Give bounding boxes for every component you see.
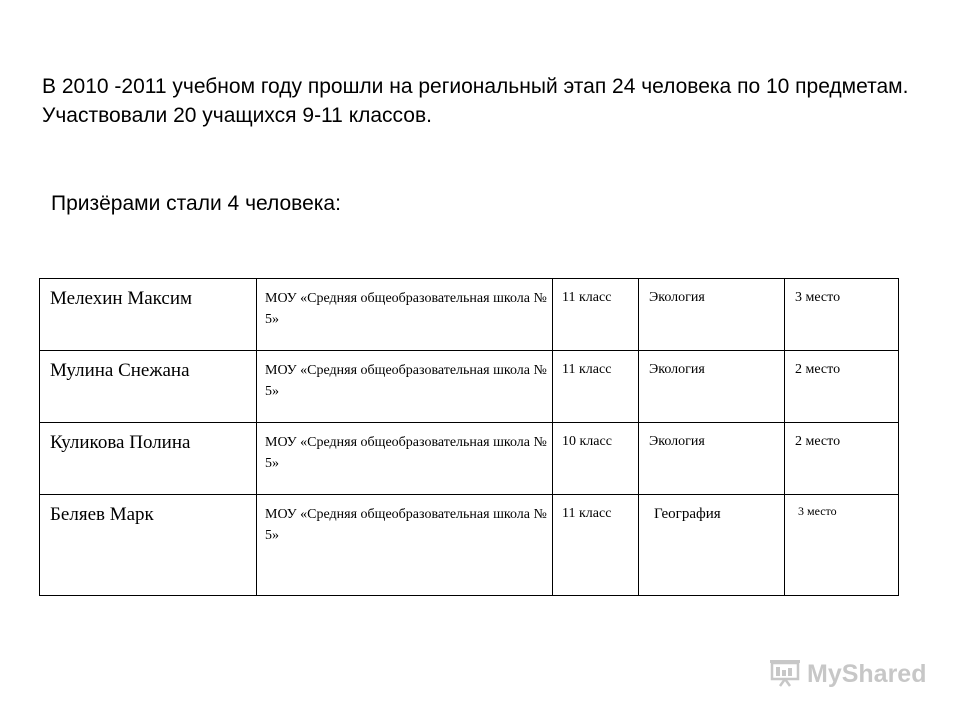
subject-label: Экология [649, 290, 705, 305]
student-name: Мулина Снежана [50, 360, 190, 381]
student-name: Куликова Полина [50, 432, 191, 453]
school-cell [257, 351, 553, 423]
name-cell [40, 351, 257, 423]
school-name: МОУ «Средняя общеобразовательная школа № 5» [265, 363, 547, 399]
grade-cell [553, 351, 639, 423]
place-cell [785, 279, 899, 351]
grade-cell [553, 495, 639, 596]
name-cell [40, 279, 257, 351]
school-cell [257, 495, 553, 596]
school-name: МОУ «Средняя общеобразовательная школа № 5» [265, 507, 547, 543]
grade-cell [553, 279, 639, 351]
name-cell [40, 423, 257, 495]
school-name: МОУ «Средняя общеобразовательная школа № 5» [265, 435, 547, 471]
grade-cell [553, 423, 639, 495]
projector-screen-icon [768, 657, 802, 692]
winners-table [39, 278, 899, 596]
place-cell [785, 495, 899, 596]
intro-paragraph: В 2010 -2011 учебном году прошли на региональный этап 24 человека по 10 предметам. Участвовали 20 учащихся 9-11 классов. [42, 75, 909, 127]
grade-label: 10 класс [562, 434, 612, 449]
table-row [40, 279, 899, 351]
subject-label: География [654, 506, 721, 522]
school-name: МОУ «Средняя общеобразовательная школа № 5» [265, 291, 547, 327]
table-row [40, 423, 899, 495]
school-cell [257, 423, 553, 495]
subject-cell [639, 351, 785, 423]
place-cell [785, 423, 899, 495]
grade-label: 11 класс [562, 290, 612, 305]
grade-label: 11 класс [562, 506, 612, 521]
watermark-logo [768, 657, 926, 692]
subject-label: Экология [649, 362, 705, 377]
place-label: 3 место [795, 290, 841, 305]
subject-cell [639, 279, 785, 351]
school-cell [257, 279, 553, 351]
student-name: Мелехин Максим [50, 288, 193, 309]
place-label: 2 место [795, 434, 841, 449]
subject-cell [639, 423, 785, 495]
table-row [40, 495, 899, 596]
place-cell [785, 351, 899, 423]
place-label: 3 место [798, 504, 837, 518]
grade-label: 11 класс [562, 362, 612, 377]
watermark-text: MyShared [807, 660, 927, 688]
table-row [40, 351, 899, 423]
prize-heading: Призёрами стали 4 человека: [51, 192, 341, 215]
student-name: Беляев Марк [50, 504, 154, 525]
place-label: 2 место [795, 362, 841, 377]
subject-label: Экология [649, 434, 705, 449]
name-cell [40, 495, 257, 596]
subject-cell [639, 495, 785, 596]
